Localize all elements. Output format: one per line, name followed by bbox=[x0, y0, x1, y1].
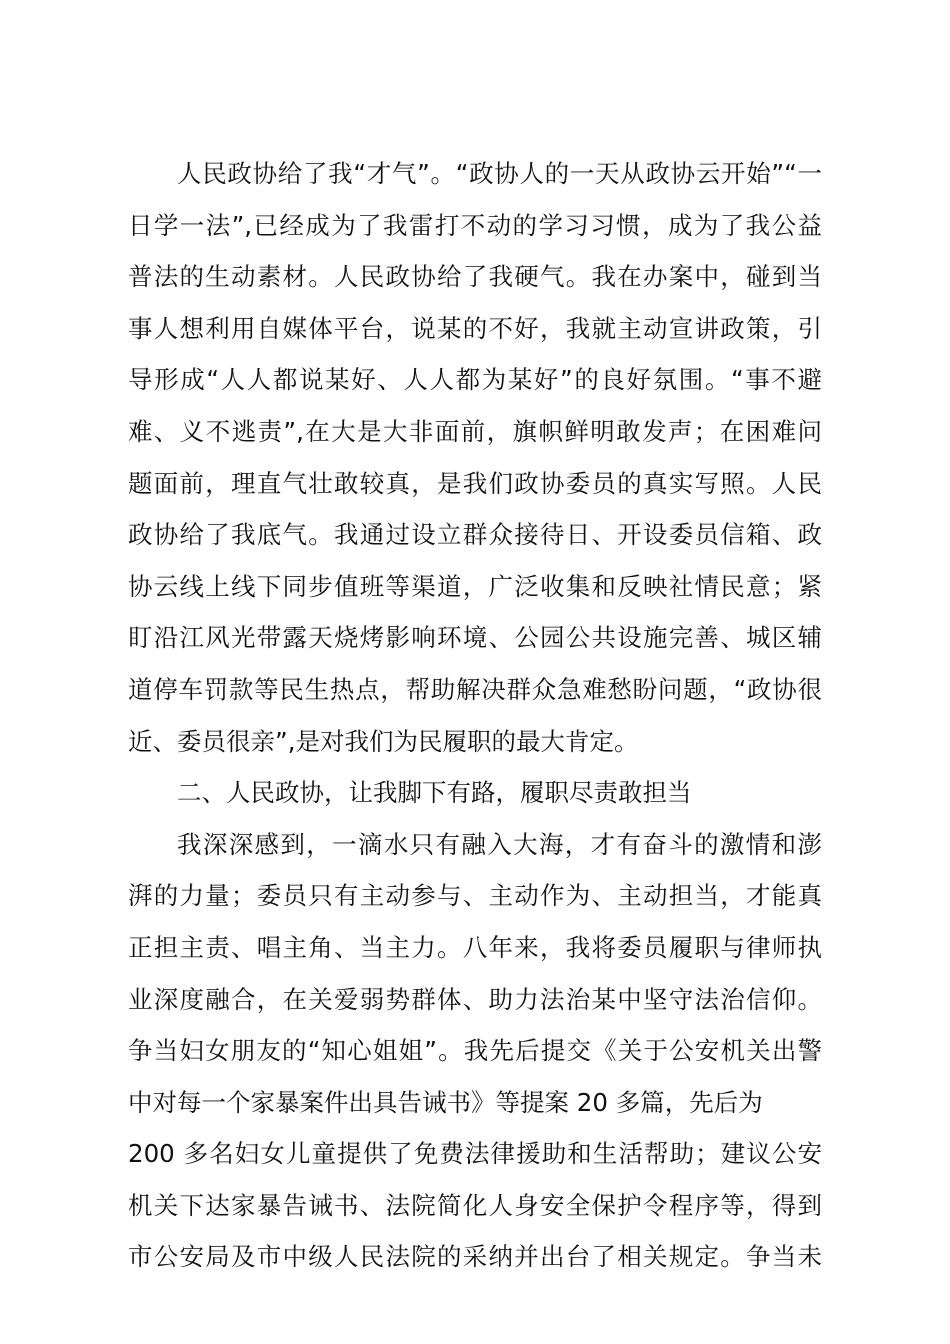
paragraph-line: 普法的生动素材。人民政协给了我硬气。我在办案中，碰到当 bbox=[128, 262, 822, 292]
paragraph-line: 题面前，理直气壮敢较真，是我们政协委员的真实写照。人民 bbox=[128, 468, 822, 498]
paragraph-line: 人民政协给了我“才气”。“政协人的一天从政协云开始”“一 bbox=[177, 159, 822, 188]
paragraph-line: 近、委员很亲”,是对我们为民履职的最大肯定。 bbox=[128, 726, 639, 756]
paragraph-line: 市公安局及市中级人民法院的采纳并出台了相关规定。争当未 bbox=[128, 1242, 822, 1272]
body-text bbox=[128, 148, 822, 1283]
paragraph-line: 盯沿江风光带露天烧烤影响环境、公园公共设施完善、城区辅 bbox=[128, 623, 822, 653]
paragraph-line: 湃的力量；委员只有主动参与、主动作为、主动担当，才能真 bbox=[128, 881, 822, 911]
paragraph-line: 难、义不逃责”,在大是大非面前，旗帜鲜明敢发声；在困难问 bbox=[128, 416, 822, 446]
paragraph-line: 争当妇女朋友的“知心姐姐”。我先后提交《关于公安机关出警 bbox=[128, 1036, 822, 1066]
paragraph-line: 机关下达家暴告诫书、法院简化人身安全保护令程序等，得到 bbox=[128, 1190, 822, 1220]
paragraph-line: 200 多名妇女儿童提供了免费法律援助和生活帮助；建议公安 bbox=[128, 1139, 822, 1169]
paragraph-line: 日学一法”,已经成为了我雷打不动的学习习惯，成为了我公益 bbox=[128, 210, 822, 240]
section-heading: 二、人民政协，让我脚下有路，履职尽责敢担当 bbox=[177, 778, 692, 808]
paragraph-line: 中对每一个家暴案件出具告诫书》等提案 20 多篇，先后为 bbox=[128, 1087, 763, 1117]
paragraph-line: 正担主责、唱主角、当主力。八年来，我将委员履职与律师执 bbox=[128, 932, 822, 962]
paragraph-line: 导形成“人人都说某好、人人都为某好”的良好氛围。“事不避 bbox=[128, 365, 822, 395]
paragraph-line: 道停车罚款等民生热点，帮助解决群众急难愁盼问题，“政协很 bbox=[128, 674, 822, 704]
paragraph-line: 我深深感到，一滴水只有融入大海，才有奋斗的激情和澎 bbox=[177, 829, 822, 859]
paragraph-line: 事人想利用自媒体平台，说某的不好，我就主动宣讲政策，引 bbox=[128, 313, 822, 343]
paragraph-line: 政协给了我底气。我通过设立群众接待日、开设委员信箱、政 bbox=[128, 520, 822, 550]
paragraph-line: 业深度融合，在关爱弱势群体、助力法治某中坚守法治信仰。 bbox=[128, 984, 822, 1014]
paragraph-line: 协云线上线下同步值班等渠道，广泛收集和反映社情民意；紧 bbox=[128, 571, 822, 601]
